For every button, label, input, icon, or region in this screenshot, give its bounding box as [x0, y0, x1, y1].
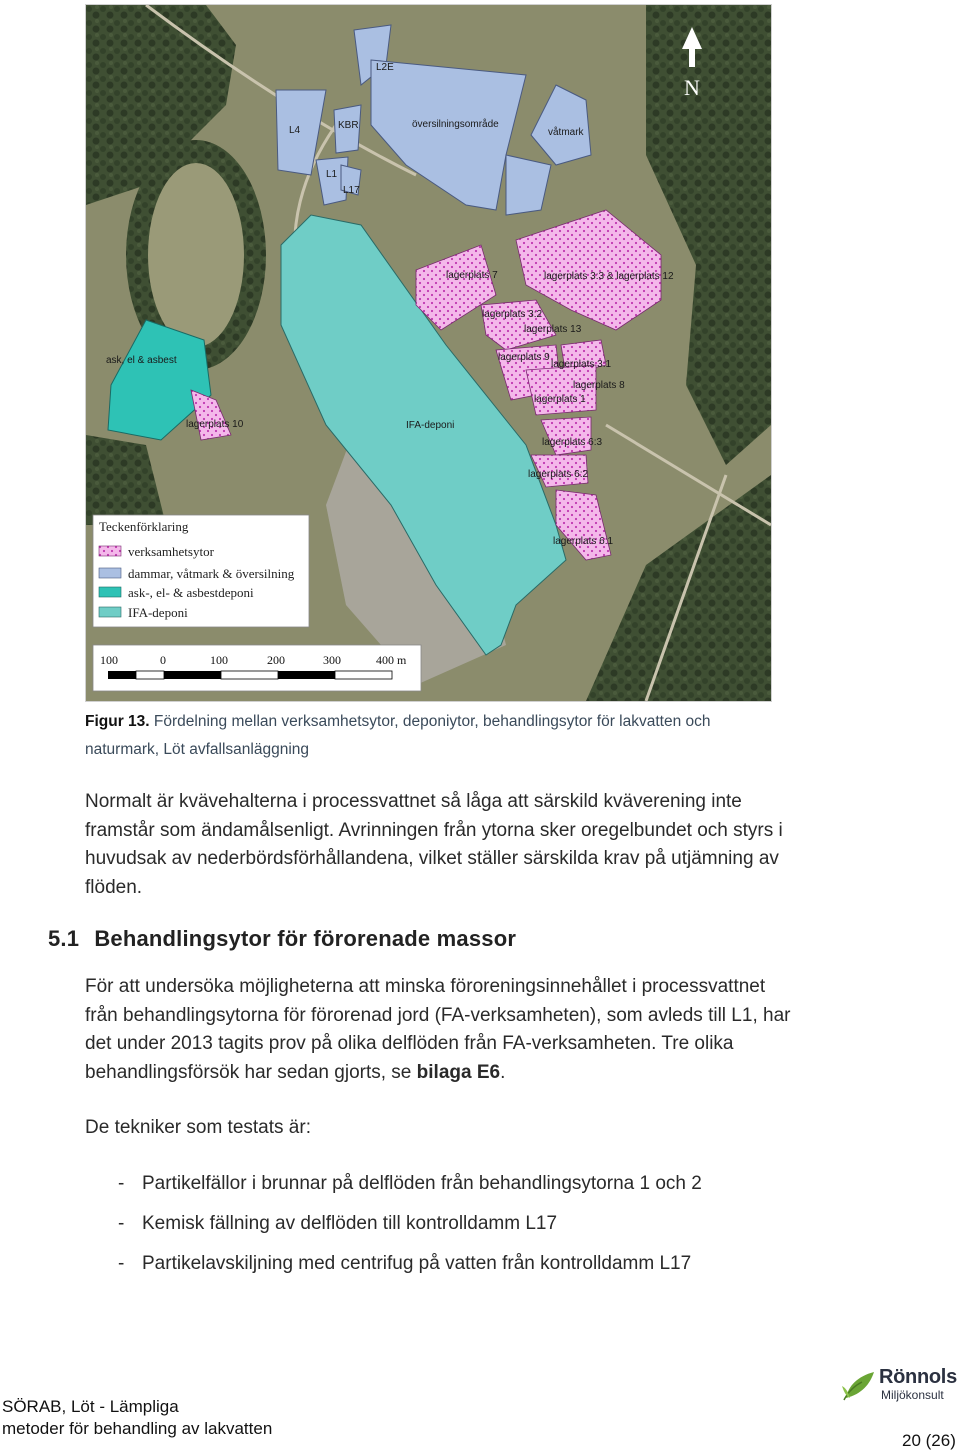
forest-clearing: [148, 163, 244, 347]
map-svg: [86, 5, 771, 701]
caption-text: naturmark, Löt avfallsanläggning: [85, 741, 310, 758]
legend-item: dammar, våtmark & översilning: [128, 566, 295, 581]
paragraph-text: .: [500, 1061, 506, 1083]
section-heading: [48, 926, 516, 952]
footer-line: metoder för behandling av lakvatten: [2, 1419, 273, 1438]
map-label: lagerplats 3:2: [482, 309, 543, 320]
map-label: översilningsområde: [412, 119, 499, 130]
paragraph-line: För att undersöka möjligheterna att minska föroreningsinnehållet i processvattnet: [85, 976, 766, 997]
section-title: Behandlingsytor för förorenade massor: [94, 926, 517, 951]
map-label: lagerplats 13: [524, 324, 582, 335]
map-label: lagerplats 3:3 & lagerplats 12: [544, 271, 674, 282]
legend-item: IFA-deponi: [128, 605, 188, 620]
scale-label: 100: [100, 653, 118, 667]
intro-paragraph: [85, 788, 915, 902]
north-label: N: [684, 75, 700, 100]
list-dash: -: [118, 1213, 125, 1234]
map-label: lagerplats 6:3: [542, 437, 603, 448]
list-dash: -: [118, 1253, 125, 1274]
map-label: L17: [343, 185, 360, 196]
map-label: L2E: [376, 62, 394, 73]
scale-label: 400 m: [376, 653, 407, 667]
map-label: KBR: [338, 120, 359, 131]
site-map: [85, 4, 772, 702]
paragraph-line: framstår som ändamålsenligt. Avrinningen från ytorna sker oregelbundet och styrs i: [85, 819, 783, 841]
map-legend: [93, 515, 309, 627]
map-label: lagerplats 8: [573, 380, 625, 391]
map-label: lagerplats 3:1: [551, 359, 612, 370]
scale-label: 0: [160, 653, 166, 667]
scale-label: 200: [267, 653, 285, 667]
map-label: lagerplats 9: [498, 352, 550, 363]
techniques-intro: De tekniker som testats är:: [85, 1117, 311, 1138]
legend-title: Teckenförklaring: [99, 519, 189, 534]
legend-swatch-ifa: [99, 607, 121, 617]
map-label: lagerplats 6:2: [528, 469, 589, 480]
map-label: ask, el & asbest: [106, 355, 177, 366]
techniques-list: [118, 1170, 702, 1290]
legend-swatch-verksamhet: [99, 546, 121, 556]
list-item-text: Partikelfällor i brunnar på delflöden från behandlingsytorna 1 och 2: [142, 1173, 702, 1194]
leaf-icon: [842, 1368, 878, 1402]
legend-item: ask-, el- & asbestdeponi: [128, 585, 254, 600]
figure-label: Figur 13.: [85, 713, 150, 730]
list-item: [118, 1210, 702, 1250]
footer-document-title: [2, 1396, 272, 1440]
logo-name: Rönnols: [879, 1366, 957, 1388]
caption-line-1: [85, 708, 845, 736]
map-label: lagerplats 7: [446, 270, 498, 281]
map-label: lagerplats 10: [186, 419, 244, 430]
list-item: [118, 1170, 702, 1210]
section-paragraph: [85, 973, 915, 1087]
page-number: 20 (26): [902, 1431, 956, 1450]
list-item-text: Partikelavskiljning med centrifug på vatten från kontrolldamm L17: [142, 1253, 692, 1274]
map-label: våtmark: [548, 127, 584, 138]
scale-label: 100: [210, 653, 228, 667]
legend-item: verksamhetsytor: [128, 544, 214, 559]
section-number: 5.1: [48, 926, 80, 951]
paragraph-line: [85, 1059, 915, 1088]
legend-swatch-ask: [99, 587, 121, 597]
footer-line: SÖRAB, Löt - Lämpliga: [2, 1397, 179, 1416]
scale-label: 300: [323, 653, 341, 667]
paragraph-line: huvudsak av nederbördsförhållandena, vilket ställer särskilda krav på utjämning av: [85, 848, 779, 869]
map-label: lagerplats 1: [534, 394, 586, 405]
scale-bar: [93, 645, 421, 691]
paragraph-text: behandlingsförsök har sedan gjorts, se: [85, 1061, 417, 1083]
company-logo: [842, 1366, 960, 1406]
map-label: L4: [289, 125, 301, 136]
paragraph-line: Normalt är kvävehalterna i processvattnet så låga att särskild kväverening inte: [85, 791, 742, 812]
paragraph-line: flöden.: [85, 876, 143, 898]
map-label: L1: [326, 169, 338, 180]
paragraph-line: från behandlingsytorna för förorenad jord (FA-verksamheten), som avleds till L1, har: [85, 1004, 791, 1026]
logo-subtitle: Miljökonsult: [881, 1388, 944, 1402]
appendix-reference: bilaga E6: [416, 1061, 501, 1083]
figure-caption: [85, 708, 845, 764]
legend-swatch-dammar: [99, 568, 121, 578]
map-label: lagerplats 6:1: [553, 536, 614, 547]
list-item: [118, 1250, 702, 1290]
list-item-text: Kemisk fällning av delflöden till kontrolldamm L17: [142, 1213, 558, 1234]
paragraph-line: det under 2013 tagits prov på olika delflöden från FA-verksamheten. Tre olika: [85, 1033, 734, 1054]
caption-text: Fördelning mellan verksamhetsytor, deponiytor, behandlingsytor för lakvatten och: [153, 713, 711, 730]
map-label: IFA-deponi: [406, 420, 455, 431]
list-dash: -: [118, 1173, 125, 1194]
